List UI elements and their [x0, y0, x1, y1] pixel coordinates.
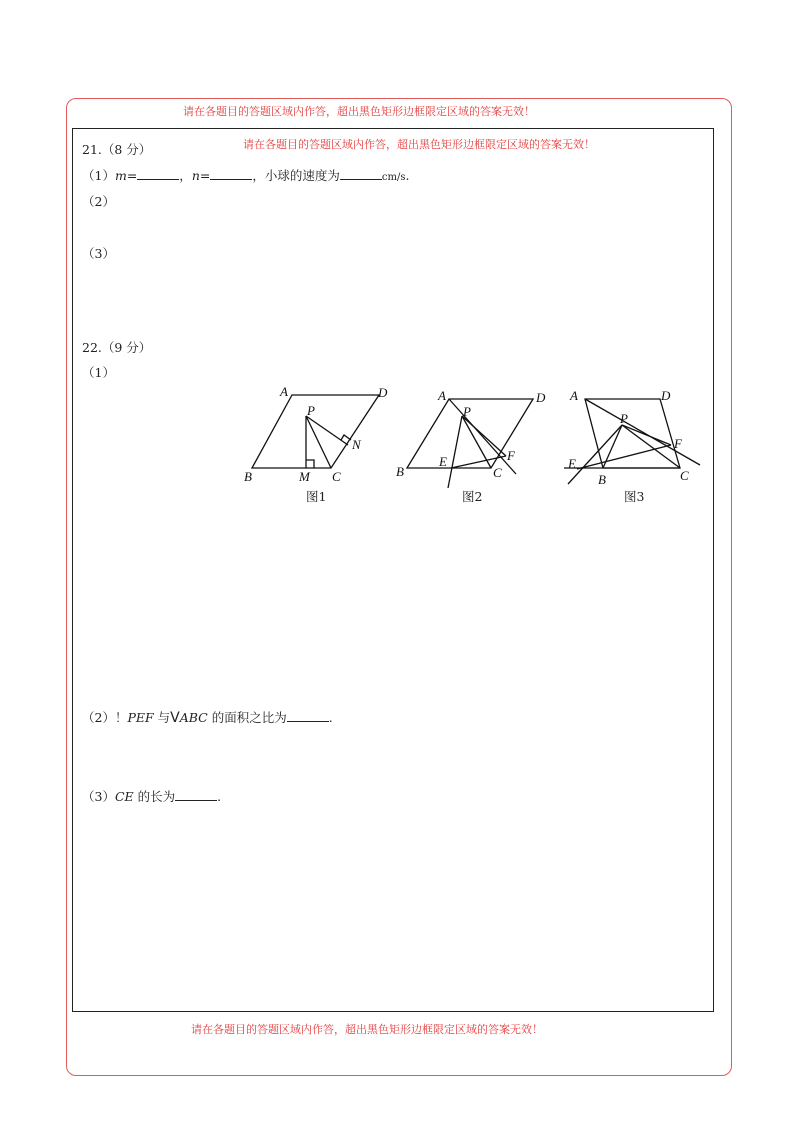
q21-part1 — [82, 166, 409, 184]
fig1-label-C: C — [332, 469, 341, 484]
q21-header: 21.（8 分） — [82, 142, 152, 157]
speed-answer-blank[interactable] — [340, 178, 382, 180]
notice-inner: 请在各题目的答题区域内作答，超出黑色矩形边框限定区域的答案无效！ — [243, 138, 595, 151]
fig1-label-N: N — [352, 437, 361, 452]
fig1-right-angle-m — [306, 460, 314, 468]
fig2-label-B: B — [396, 464, 404, 479]
area-ratio-answer-blank[interactable] — [287, 720, 329, 722]
fig3-label-B: B — [598, 472, 606, 487]
fig3-pf-segment — [622, 425, 671, 445]
area-ratio-text: 的面积之比为 — [207, 710, 287, 725]
n-variable: n — [191, 168, 200, 183]
triangle-pef-name: PEF — [127, 710, 154, 725]
fig1-label-P: P — [307, 403, 315, 418]
notice-bottom: 请在各题目的答题区域内作答，超出黑色矩形边框限定区域的答案无效！ — [191, 1023, 543, 1036]
fig2-label-D: D — [536, 390, 546, 405]
notice-top: 请在各题目的答题区域内作答，超出黑色矩形边框限定区域的答案无效！ — [183, 105, 535, 118]
q22-header: 22.（9 分） — [82, 340, 152, 355]
q22-part3 — [82, 787, 221, 805]
q21-part2-label: （2） — [82, 194, 115, 209]
fig3-label-C: C — [680, 468, 689, 483]
figure-1-caption: 图1 — [306, 489, 327, 504]
fig2-label-A: A — [438, 388, 446, 403]
q21-part1-label: （1） — [82, 168, 115, 183]
figure-3-caption: 图3 — [624, 489, 645, 504]
fig3-label-A: A — [570, 388, 578, 403]
fig2-label-C: C — [493, 465, 502, 480]
fig3-line-through-e — [568, 425, 622, 484]
ce-segment-name: CE — [114, 789, 134, 804]
fig1-right-angle-n — [341, 435, 351, 440]
fig3-label-P: P — [620, 411, 628, 426]
period-2: . — [328, 710, 333, 725]
speed-unit: cm/s — [381, 172, 406, 183]
m-answer-blank[interactable] — [137, 178, 179, 180]
figure-3-diagram — [560, 384, 720, 489]
q22-part3-label: （3） — [82, 789, 115, 804]
q22-part1-label: （1） — [82, 365, 115, 380]
period: . — [405, 168, 410, 183]
fig3-label-F: F — [674, 436, 682, 451]
n-answer-blank[interactable] — [210, 178, 252, 180]
fig3-pc-segment — [622, 425, 680, 468]
fig1-label-D: D — [378, 385, 388, 400]
figure-2-diagram — [392, 384, 552, 489]
fig2-label-P: P — [463, 404, 471, 419]
fig2-label-F: F — [507, 448, 515, 463]
fig3-label-D: D — [661, 388, 671, 403]
comma: ， — [179, 168, 192, 183]
fig1-parallelogram — [252, 395, 379, 468]
fig1-label-B: B — [244, 469, 252, 484]
q21-part3-label: （3） — [82, 246, 115, 261]
period-3: . — [217, 789, 222, 804]
figure-1-diagram — [240, 384, 390, 489]
fig3-label-E: E — [568, 456, 576, 471]
fig1-label-A: A — [280, 384, 288, 399]
ce-length-answer-blank[interactable] — [175, 799, 217, 801]
fig2-line-through-f — [449, 399, 516, 474]
triangle-abc-name: ABC — [179, 710, 208, 725]
q22-part2-label: （2）！ — [82, 710, 128, 725]
fig3-line-through-f — [585, 399, 700, 465]
equals-sign: = — [126, 168, 138, 183]
fig3-ef-segment — [577, 445, 671, 469]
triangle-symbol: V — [170, 710, 180, 726]
q22-part2 — [82, 708, 333, 726]
with-text: 与 — [153, 710, 171, 725]
fig2-pf-segment — [462, 416, 506, 456]
length-text: 的长为 — [133, 789, 176, 804]
speed-text: ，小球的速度为 — [252, 168, 340, 183]
fig2-label-E: E — [439, 454, 447, 469]
fig1-label-M: M — [299, 469, 310, 484]
figure-2-caption: 图2 — [462, 489, 483, 504]
equals-sign-2: = — [199, 168, 211, 183]
m-variable: m — [114, 168, 127, 183]
fig2-line-through-e — [448, 416, 462, 488]
answer-box — [72, 128, 714, 1012]
